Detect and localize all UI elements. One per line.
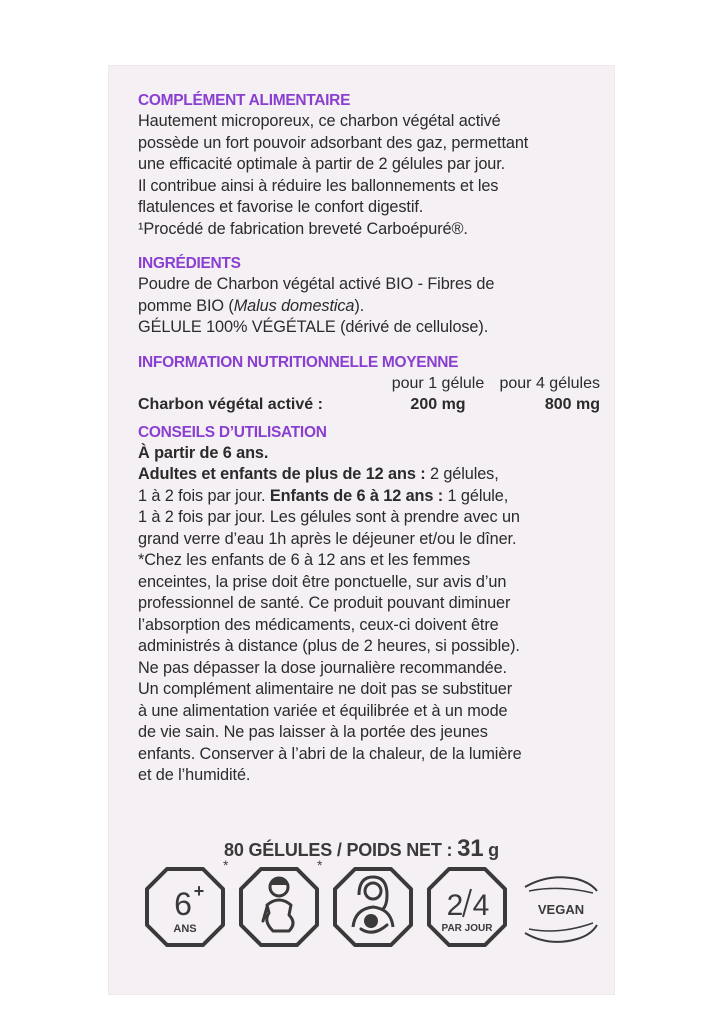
complement-line: une efficacité optimale à partir de 2 gélules par jour. <box>138 155 506 173</box>
conseils-children-label: Enfants de 6 à 12 ans : <box>269 486 444 505</box>
complement-line: possède un fort pouvoir adsorbant des gaz, permettant <box>138 133 529 152</box>
conseils-line: 1 à 2 fois par jour. Les gélules sont à prendre avec un <box>138 508 520 526</box>
conseils-line <box>138 486 600 508</box>
complement-line: Hautement microporeux, ce charbon végétal activé <box>138 112 501 130</box>
age-plus: + <box>193 881 205 901</box>
dose-per-day-icon <box>425 865 509 949</box>
dose-max: 4 <box>472 889 490 922</box>
conseils-line <box>138 464 600 486</box>
conseils-age: À partir de 6 ans. <box>138 443 269 462</box>
age-number: 6 <box>174 886 192 922</box>
conseils-text: 2 gélules, <box>425 465 499 483</box>
complement-heading: COMPLÉMENT ALIMENTAIRE <box>138 92 351 109</box>
age-6-plus-icon <box>143 865 227 949</box>
ingredients-line: Poudre de Charbon végétal activé BIO - Fibres de <box>138 275 495 293</box>
nutrition-value-1: 200 mg <box>410 395 466 413</box>
conseils-line: grand verre d’eau 1h après le déjeuner et/ou le dîner. <box>138 529 517 548</box>
nutrition-value-row <box>138 394 600 415</box>
conseils-line: de vie sain. Ne pas laisser à la portée des jeunes <box>138 723 488 741</box>
nutrition-value-4: 800 mg <box>544 395 600 413</box>
conseils-line: et de l’humidité. <box>138 766 251 784</box>
ingredients-heading: INGRÉDIENTS <box>138 255 241 272</box>
conseils-line: professionnel de santé. Ce produit pouvant diminuer <box>138 594 511 612</box>
complement-line: flatulences et favorise le confort digestif. <box>138 198 424 216</box>
ingredients-line: GÉLULE 100% VÉGÉTALE (dérivé de cellulose). <box>138 318 489 336</box>
net-weight-unit: g <box>483 840 499 860</box>
complement-footnote: ¹Procédé de fabrication breveté Carboépuré®. <box>138 219 468 238</box>
ingredients-line <box>138 296 600 318</box>
conseils-line: l’absorption des médicaments, ceux-ci doivent être <box>138 615 499 634</box>
label-content <box>138 91 600 787</box>
nutrition-heading: INFORMATION NUTRITIONNELLE MOYENNE <box>138 353 459 371</box>
conseils-adults-label: Adultes et enfants de plus de 12 ans : <box>138 465 426 483</box>
conseils-line: enceintes, la prise doit être ponctuelle, sur avis d’un <box>138 572 507 591</box>
conseils-text: 1 à 2 fois par jour. <box>138 486 270 505</box>
pictogram-row <box>143 857 603 955</box>
conseils-text: 1 gélule, <box>443 486 509 505</box>
complement-line: Il contribue ainsi à réduire les ballonnements et les <box>138 176 499 195</box>
ingredients-text: pomme BIO ( <box>138 296 234 315</box>
nutrition-col1-header: pour 1 gélule <box>391 374 485 392</box>
net-weight <box>108 835 615 863</box>
nutrition-header-row <box>138 373 600 394</box>
age-label: ANS <box>173 923 197 935</box>
net-weight-value: 31 <box>457 835 484 862</box>
dose-label: PAR JOUR <box>441 923 493 934</box>
conseils-line: Un complément alimentaire ne doit pas se substituer <box>138 680 513 698</box>
vegan-label: VEGAN <box>537 902 585 917</box>
conseils-line: enfants. Conserver à l’abri de la chaleur, de la lumière <box>138 744 522 763</box>
warning-asterisk: * <box>223 857 229 873</box>
conseils-heading: CONSEILS D’UTILISATION <box>138 423 327 441</box>
label-panel <box>108 65 615 995</box>
breastfeeding-icon <box>331 865 415 949</box>
nutrition-col2-header: pour 4 gélules <box>499 374 600 392</box>
vegan-leaf-icon <box>519 865 603 949</box>
nutrition-row-label: Charbon végétal activé : <box>138 395 323 413</box>
conseils-line: administrés à distance (plus de 2 heures, si possible). <box>138 637 520 655</box>
dose-min: 2 <box>446 889 464 922</box>
conseils-line: à une alimentation variée et équilibrée et à un mode <box>138 701 508 720</box>
warning-asterisk: * <box>317 857 323 873</box>
net-weight-prefix: 80 GÉLULES / POIDS NET : <box>224 840 458 860</box>
pregnant-woman-icon <box>237 865 321 949</box>
conseils-line: *Chez les enfants de 6 à 12 ans et les femmes <box>138 551 471 569</box>
ingredients-text: ). <box>354 296 365 315</box>
conseils-line: Ne pas dépasser la dose journalière recommandée. <box>138 658 507 677</box>
ingredients-latin-name: Malus domestica <box>233 296 355 315</box>
